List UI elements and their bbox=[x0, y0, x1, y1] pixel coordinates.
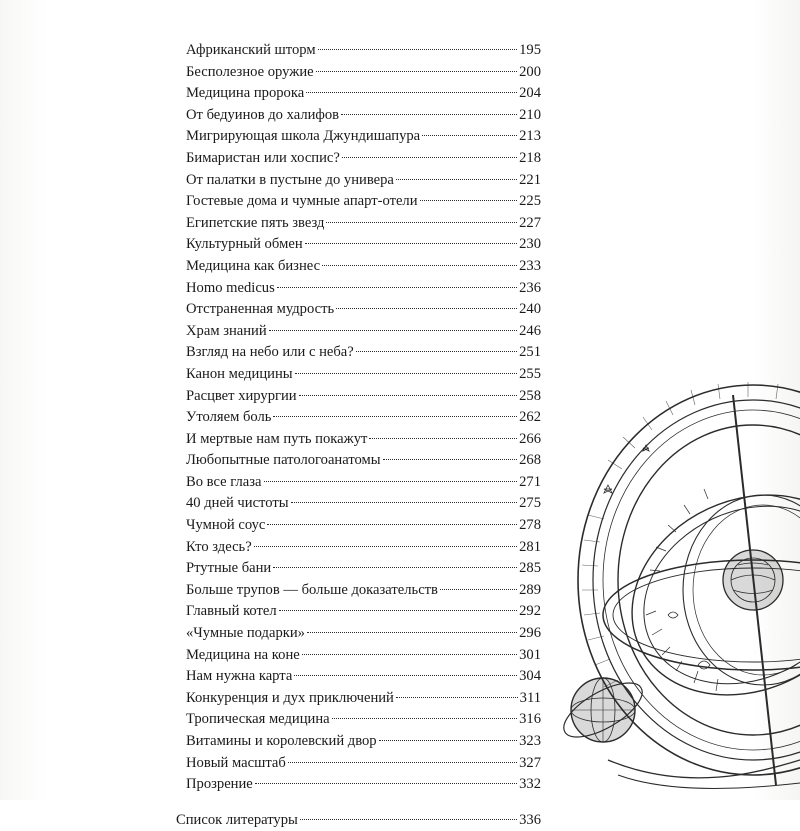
toc-leader-dots bbox=[369, 438, 517, 439]
toc-entry-title: От палатки в пустыне до универа bbox=[186, 171, 394, 188]
toc-entry-title: Homo medicus bbox=[186, 279, 275, 296]
toc-entry bbox=[186, 688, 541, 710]
toc-leader-dots bbox=[299, 395, 518, 396]
toc-entry-title: Любопытные патологоанатомы bbox=[186, 452, 381, 469]
toc-entry bbox=[186, 429, 541, 451]
toc-entry-page: 251 bbox=[519, 344, 541, 361]
toc-entry-title: Чумной соус bbox=[186, 517, 266, 534]
toc-entry bbox=[186, 321, 541, 343]
toc-entry bbox=[186, 213, 541, 235]
toc-leader-dots bbox=[273, 416, 517, 417]
toc-leader-dots bbox=[279, 610, 517, 611]
toc-entry bbox=[186, 407, 541, 429]
toc-entry bbox=[186, 515, 541, 537]
armillary-sphere-icon bbox=[548, 365, 800, 800]
toc-leader-dots bbox=[255, 783, 517, 784]
toc-entry-page: 301 bbox=[519, 646, 541, 663]
toc-entry-title: Храм знаний bbox=[186, 322, 267, 339]
toc-entry-page: 281 bbox=[519, 538, 541, 555]
toc-entry-title: Кто здесь? bbox=[186, 538, 252, 555]
toc-entry-title: Список литературы bbox=[176, 811, 298, 828]
toc-leader-dots bbox=[267, 524, 517, 525]
toc-entry bbox=[186, 580, 541, 602]
toc-entry-title: Расцвет хирургии bbox=[186, 387, 297, 404]
toc-entry-page: 304 bbox=[519, 668, 541, 685]
toc-leader-dots bbox=[277, 287, 517, 288]
table-of-contents bbox=[176, 40, 541, 831]
toc-entry-page: 327 bbox=[519, 754, 541, 771]
toc-entry-title: Конкуренция и дух приключений bbox=[186, 689, 394, 706]
toc-entry bbox=[186, 601, 541, 623]
toc-entry-page: 275 bbox=[519, 495, 541, 512]
toc-entry-title: Гостевые дома и чумные апарт-отели bbox=[186, 193, 418, 210]
toc-entry bbox=[186, 709, 541, 731]
toc-entry-title: Больше трупов — больше доказательств bbox=[186, 581, 438, 598]
toc-entry bbox=[186, 256, 541, 278]
toc-entry-page: 230 bbox=[519, 236, 541, 253]
toc-leader-dots bbox=[273, 567, 517, 568]
toc-entry-page: 289 bbox=[519, 581, 541, 598]
toc-entry-page: 258 bbox=[519, 387, 541, 404]
toc-entry-page: 292 bbox=[519, 603, 541, 620]
toc-entry-title: От бедуинов до халифов bbox=[186, 106, 340, 123]
toc-leader-dots bbox=[336, 308, 517, 309]
toc-entry-title: Бесполезное оружие bbox=[186, 63, 314, 80]
toc-entry-title: Медицина пророка bbox=[186, 85, 305, 102]
toc-entry bbox=[186, 558, 541, 580]
toc-entry-page: 311 bbox=[519, 689, 541, 706]
toc-entry-page: 210 bbox=[519, 106, 541, 123]
toc-entry-page: 227 bbox=[519, 214, 541, 231]
toc-entry bbox=[186, 450, 541, 472]
toc-entry-page: 285 bbox=[519, 560, 541, 577]
toc-leader-dots bbox=[316, 71, 518, 72]
toc-leader-dots bbox=[396, 179, 517, 180]
toc-entry-title: Главный котел bbox=[186, 603, 277, 620]
toc-leader-dots bbox=[306, 92, 517, 93]
toc-entry-title: Египетские пять звезд bbox=[186, 214, 325, 231]
toc-leader-dots bbox=[318, 49, 518, 50]
toc-entry-title: Взгляд на небо или с неба? bbox=[186, 344, 354, 361]
toc-entry-title: Африканский шторм bbox=[186, 42, 316, 58]
toc-leader-dots bbox=[322, 265, 517, 266]
toc-entry-title: Нам нужна карта bbox=[186, 668, 293, 685]
toc-leader-dots bbox=[383, 459, 518, 460]
toc-leader-dots bbox=[302, 654, 517, 655]
toc-entry-page: 323 bbox=[519, 733, 541, 749]
toc-leader-dots bbox=[291, 502, 518, 503]
toc-spacer bbox=[186, 796, 541, 810]
toc-entry bbox=[186, 191, 541, 213]
toc-leader-dots bbox=[422, 135, 517, 136]
toc-entry-page: 278 bbox=[519, 517, 541, 534]
toc-entry-page: 240 bbox=[519, 301, 541, 318]
toc-entry-page: 225 bbox=[519, 193, 541, 210]
toc-entry bbox=[186, 623, 541, 645]
toc-leader-dots bbox=[341, 114, 517, 115]
toc-entry-title: Тропическая медицина bbox=[186, 711, 330, 728]
toc-entry-page: 218 bbox=[519, 149, 541, 166]
toc-entry bbox=[186, 666, 541, 688]
toc-entry bbox=[186, 537, 541, 559]
toc-entry bbox=[186, 342, 541, 364]
toc-entry bbox=[186, 62, 541, 84]
toc-leader-dots bbox=[440, 589, 517, 590]
toc-leader-dots bbox=[295, 373, 518, 374]
toc-leader-dots bbox=[288, 762, 517, 763]
toc-entry bbox=[186, 148, 541, 170]
toc-entry-page: 271 bbox=[519, 473, 541, 490]
toc-entry-title: Канон медицины bbox=[186, 365, 293, 382]
toc-leader-dots bbox=[300, 819, 517, 820]
toc-leader-dots bbox=[305, 243, 517, 244]
toc-leader-dots bbox=[307, 632, 517, 633]
toc-entry bbox=[186, 126, 541, 148]
toc-leader-dots bbox=[264, 481, 518, 482]
toc-entry-page: 296 bbox=[519, 625, 541, 642]
toc-leader-dots bbox=[326, 222, 517, 223]
toc-entry-page: 316 bbox=[519, 711, 541, 728]
toc-entry-page: 236 bbox=[519, 279, 541, 296]
toc-leader-dots bbox=[332, 718, 518, 719]
toc-entry-title: И мертвые нам путь покажут bbox=[186, 430, 368, 447]
toc-entry-title: Прозрение bbox=[186, 776, 253, 793]
toc-entry bbox=[186, 493, 541, 515]
toc-entry-title: Витамины и королевский двор bbox=[186, 733, 377, 749]
toc-leader-dots bbox=[420, 200, 518, 201]
toc-entry bbox=[186, 753, 541, 775]
toc-entry-title: Новый масштаб bbox=[186, 754, 286, 771]
toc-entry-page: 246 bbox=[519, 322, 541, 339]
toc-entry bbox=[186, 386, 541, 408]
toc-entry bbox=[186, 170, 541, 192]
toc-entry-page: 336 bbox=[519, 811, 541, 828]
toc-entry bbox=[186, 364, 541, 386]
toc-entry-page: 255 bbox=[519, 365, 541, 382]
toc-entry-page: 262 bbox=[519, 409, 541, 426]
toc-leader-dots bbox=[379, 740, 518, 741]
toc-entry-page: 233 bbox=[519, 257, 541, 274]
toc-entry-title: Ртутные бани bbox=[186, 560, 272, 577]
toc-leader-dots bbox=[356, 351, 517, 352]
toc-entry-page: 195 bbox=[519, 42, 541, 58]
toc-entry-title: Медицина как бизнес bbox=[186, 257, 321, 274]
toc-entry bbox=[186, 299, 541, 321]
toc-entry bbox=[186, 645, 541, 667]
toc-entry-page: 332 bbox=[519, 776, 541, 793]
toc-leader-dots bbox=[294, 675, 517, 676]
toc-entry bbox=[186, 472, 541, 494]
toc-entry-page: 268 bbox=[519, 452, 541, 469]
toc-entry-page: 204 bbox=[519, 85, 541, 102]
toc-entry-title: Культурный обмен bbox=[186, 236, 303, 253]
toc-entry bbox=[186, 731, 541, 753]
armillary-sphere-illustration bbox=[548, 365, 800, 800]
toc-entry-title: Утоляем боль bbox=[186, 409, 272, 426]
toc-entry-title: Мигрирующая школа Джундишапура bbox=[186, 128, 421, 145]
toc-entry-title: Отстраненная мудрость bbox=[186, 301, 335, 318]
toc-entry bbox=[186, 278, 541, 300]
toc-entry bbox=[186, 774, 541, 796]
toc-entry-page: 200 bbox=[519, 63, 541, 80]
toc-leader-dots bbox=[342, 157, 517, 158]
toc-entry bbox=[186, 105, 541, 127]
toc-entry-title: Во все глаза bbox=[186, 473, 262, 490]
toc-entry-page: 221 bbox=[519, 171, 541, 188]
toc-leader-dots bbox=[396, 697, 518, 698]
toc-entry-title: Медицина на коне bbox=[186, 646, 300, 663]
toc-entry-title: «Чумные подарки» bbox=[186, 625, 305, 642]
toc-leader-dots bbox=[254, 546, 517, 547]
toc-entry-title: 40 дней чистоты bbox=[186, 495, 289, 512]
toc-leader-dots bbox=[269, 330, 517, 331]
toc-entry bbox=[186, 40, 541, 62]
toc-bibliography-entry bbox=[176, 810, 541, 831]
toc-entry-page: 266 bbox=[519, 430, 541, 447]
toc-entry bbox=[186, 234, 541, 256]
toc-entry-title: Бимаристан или хоспис? bbox=[186, 149, 340, 166]
toc-entry bbox=[186, 83, 541, 105]
toc-entry-page: 213 bbox=[519, 128, 541, 145]
